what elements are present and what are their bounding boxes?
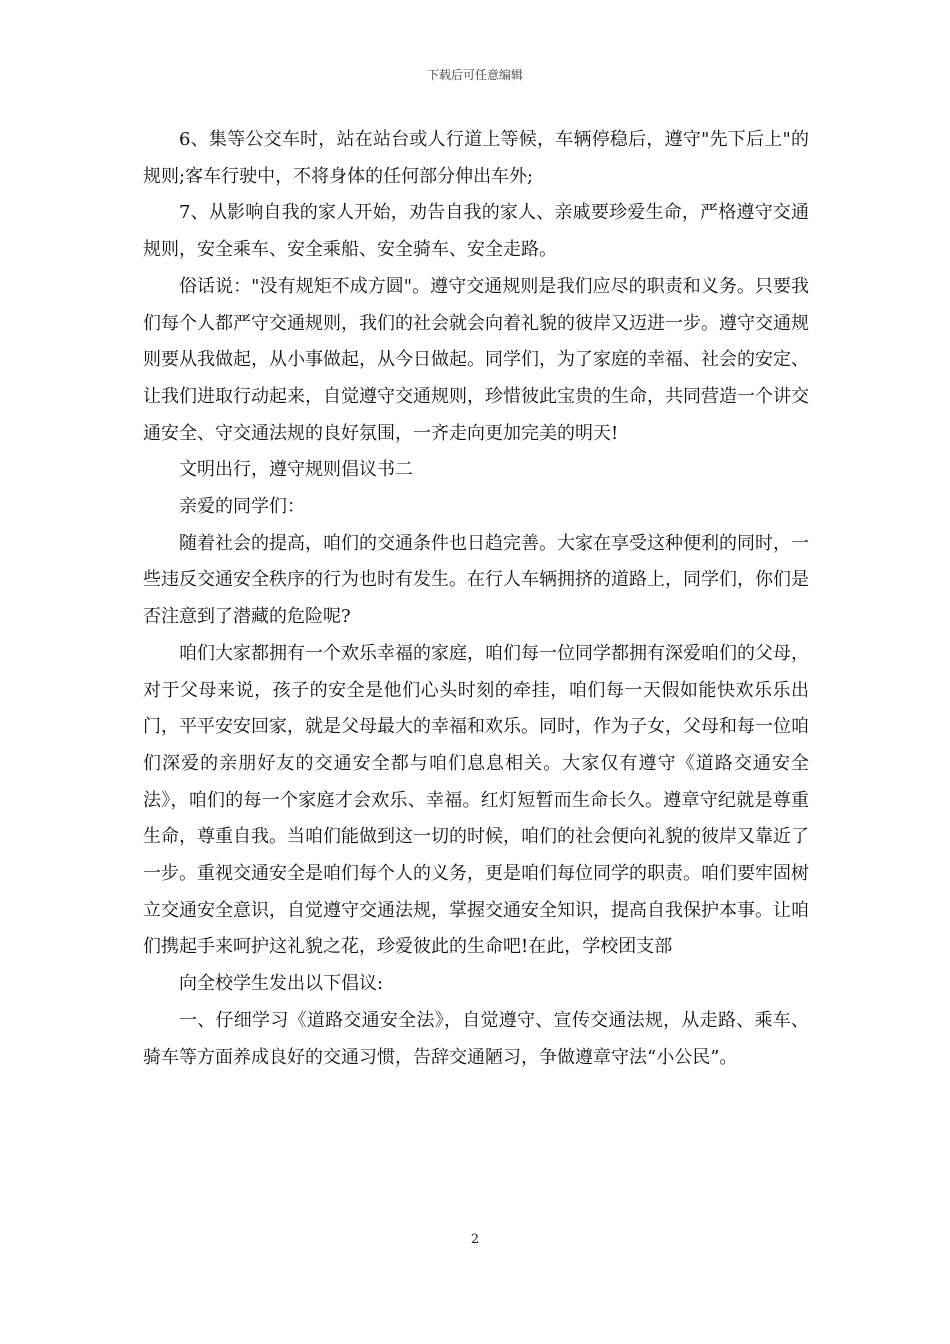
salutation: 亲爱的同学们： xyxy=(179,496,305,518)
paragraph-family: 咱们大家都拥有一个欢乐幸福的家庭，咱们每一位同学都拥有深爱咱们的父母，对于父母来说，孩子的安全是他们心头时刻的牵挂，咱们每一天假如能快欢乐乐出门，平平安安回家，就是父母最大的幸福和欢乐。同时，作为子女，父母和每一位咱们深爱的亲朋好友的交通安全都与咱们息息相关。大家仅有遵守《道路交通安全法》，咱们的每一个家庭才会欢乐、幸福。红灯短暂而生命长久。遵章守纪就是尊重生命，尊重自我。当咱们能做到这一切的时候，咱们的社会便向礼貌的彼岸又靠近了一步。重视交通安全是咱们每个人的义务，更是咱们每位同学的职责。咱们要牢固树立交通安全意识，自觉遵守交通法规，掌握交通安全知识，提高自我保护本事。让咱们携起手来呵护这礼貌之花，珍爱彼此的生命吧!在此，学校团支部 xyxy=(143,642,809,958)
page-number: 2 xyxy=(470,1232,480,1247)
paragraph-proposal-lead: 向全校学生发出以下倡议: xyxy=(179,973,384,995)
document-body xyxy=(143,122,809,1076)
paragraph-intro: 随着社会的提高，咱们的交通条件也日趋完善。大家在享受这种便利的同时，一些违反交通安全秩序的行为也时有发生。在行人车辆拥挤的道路上，同学们，你们是否注意到了潜藏的危险呢? xyxy=(143,532,809,628)
paragraph-rule-6: 6、集等公交车时，站在站台或人行道上等候，车辆停稳后，遵守"先下后上"的规则;客车行驶中，不将身体的任何部分伸出车外; xyxy=(143,129,809,187)
paragraph-rule-7: 7、从影响自我的家人开始，劝告自我的家人、亲戚要珍爱生命，严格遵守交通规则，安全乘车、安全乘船、安全骑车、安全走路。 xyxy=(143,202,809,261)
page-header: 下载后可任意编辑 xyxy=(426,68,523,82)
section-title: 文明出行，遵守规则倡议书二 xyxy=(179,459,413,481)
paragraph-proverb: 俗话说："没有规矩不成方圆"。遵守交通规则是我们应尽的职责和义务。只要我们每个人都严守交通规则，我们的社会就会向着礼貌的彼岸又迈进一步。遵守交通规则要从我做起，从小事做起，从今日做起。同学们，为了家庭的幸福、社会的安定、让我们进取行动起来，自觉遵守交通规则，珍惜彼此宝贵的生命，共同营造一个讲交通安全、守交通法规的良好氛围，一齐走向更加完美的明天! xyxy=(143,275,809,444)
paragraph-proposal-1: 一、仔细学习《道路交通安全法》，自觉遵守、宣传交通法规，从走路、乘车、骑车等方面养成良好的交通习惯，告辞交通陋习，争做遵章守法“小公民”。 xyxy=(143,1009,809,1068)
